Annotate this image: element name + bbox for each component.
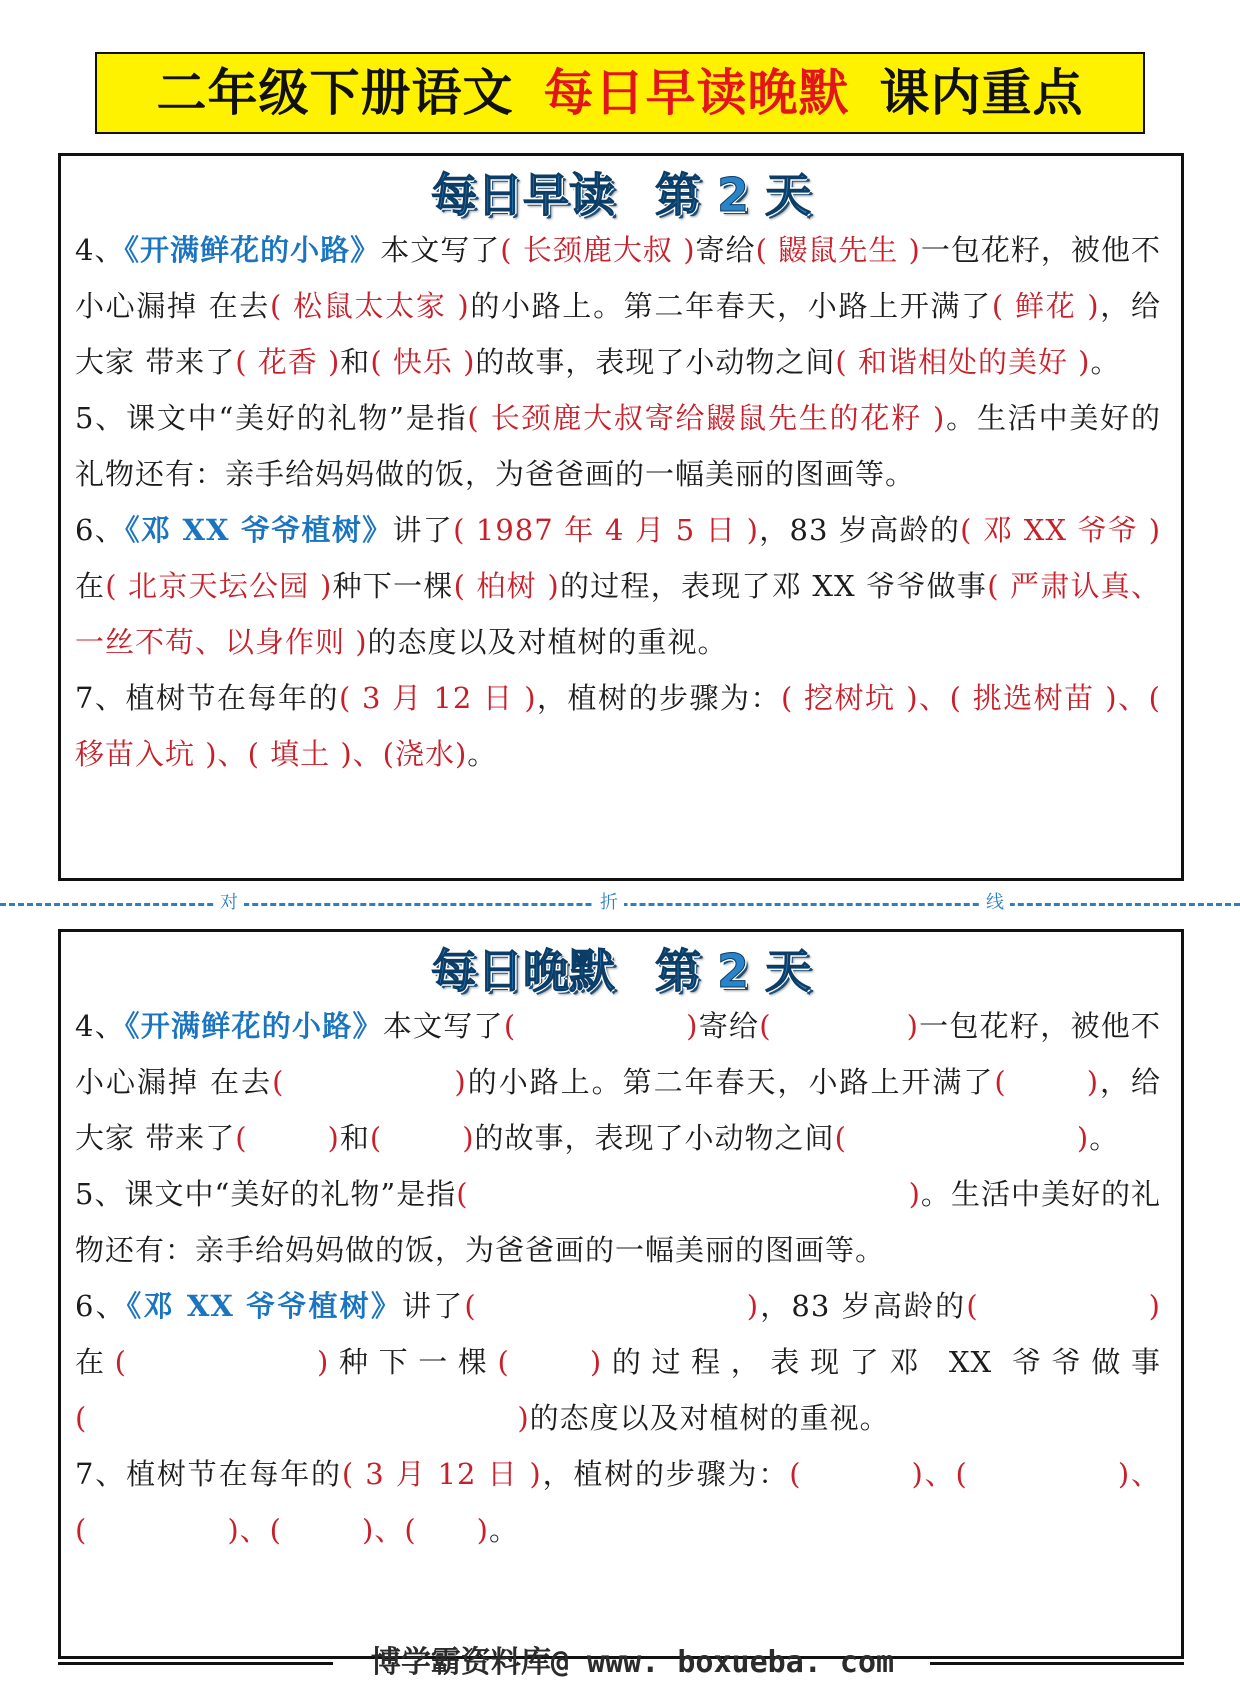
question-text: ，给大家 带来了 [75,289,1161,379]
evening-heading-label: 每日晚默 [430,944,615,998]
morning-body [61,222,1181,782]
question-number: 5、 [75,401,127,435]
question-text: 和 [339,1121,370,1155]
question-text: 在 [75,1345,115,1379]
question-text: 。 [467,737,498,771]
answer: ( 挖树坑 ) [781,681,919,715]
title-part-focus: 课内重点 [879,64,1084,122]
question-text: 寄给 [695,233,756,267]
question-text: 种下一棵 [329,1345,498,1379]
question-text: 的故事，表现了小动物之间 [475,345,836,379]
question-text: 。生活中美好的礼物还有：亲手给妈妈做的饭，为爸爸画的一幅美丽的图画等。 [75,1177,1162,1267]
question-text: 一包花籽，被他不小心漏掉 在去 [75,233,1161,323]
answer-blank: ( ) [75,1513,240,1547]
footer-rule-right [930,1662,1184,1665]
separator: 、 [239,1513,270,1547]
question-text: 的态度以及对植树的重视。 [367,625,728,659]
morning-heading-label: 每日早读 [430,168,615,222]
question-text: 一包花籽，被他不小心漏掉 在去 [75,1009,1161,1099]
answer-blank: ( ) [272,1065,467,1099]
question-text: 植树节在每年的 [125,681,339,715]
answer-blank: ( ) [759,1009,919,1043]
evening-heading-day: 第 2 天 [654,944,812,998]
question-text: 。 [1089,1121,1120,1155]
question-text: 本文写了 [380,233,501,267]
answer: ( 松鼠太太家 ) [269,289,470,323]
question-text: ，83 岁高龄的 [759,1289,967,1323]
question-text: 植树节在每年的 [126,1457,342,1491]
question-text: ，植树的步骤为： [541,1457,790,1491]
answer: ( 邓 XX 爷爷 ) [960,513,1162,547]
answer-blank: ( ) [369,1121,475,1155]
question-number: 4、 [75,233,125,267]
question-number: 5、 [75,1177,125,1211]
answer: ( 3 月 12 日 ) [341,1457,542,1491]
question-text: 种下一棵 [332,569,454,603]
answer: ( 快乐 ) [370,345,476,379]
question-text: 。 [1090,345,1121,379]
footer [0,1638,1240,1688]
question-5 [75,390,1161,502]
question-text: ，83 岁高龄的 [758,513,961,547]
answer-blank: ( ) [269,1513,375,1547]
answer: ( 柏树 ) [453,569,560,603]
separator: 、 [352,737,383,771]
answer: ( 长颈鹿大叔寄给鼹鼠先生的花籽 ) [467,401,946,435]
answer: (浇水) [382,737,468,771]
lesson-title: 《开满鲜花的小路》 [124,233,381,267]
morning-heading [61,168,1181,222]
question-text: 。 [489,1513,520,1547]
answer-blank: ( ) [114,1345,330,1379]
answer-blank: ( ) [789,1457,924,1491]
question-text: 课文中“美好的礼物”是指 [124,1177,457,1211]
question-number: 6、 [75,513,126,547]
question-text: 的小路上。第二年春天，小路上开满了 [466,1065,995,1099]
footer-rule-left [58,1662,333,1665]
evening-heading [61,944,1181,998]
question-text: 的态度以及对植树的重视。 [529,1401,890,1435]
title-part-series: 每日早读晚默 [543,64,850,122]
answer: ( 鲜花 ) [991,289,1100,323]
lesson-title: 《邓 XX 爷爷植树》 [126,1289,403,1323]
answer-blank: ( ) [235,1121,340,1155]
question-7 [75,1446,1161,1558]
question-text: 的故事，表现了小动物之间 [474,1121,835,1155]
question-text: ，植树的步骤为： [536,681,781,715]
answer: ( 填土 ) [247,737,353,771]
answer: ( 鼹鼠先生 ) [755,233,921,267]
question-text: 讲了 [392,513,454,547]
question-number: 4、 [75,1009,125,1043]
question-text: 在 [75,569,106,603]
question-6 [75,1278,1161,1446]
question-text: 寄给 [698,1009,760,1043]
fold-label-3: 线 [980,890,1010,916]
answer: ( 1987 年 4 月 5 日 ) [453,513,759,547]
page-title [95,52,1145,134]
question-number: 6、 [75,1289,127,1323]
question-text: 的过程，表现了邓 XX 爷爷做事 [559,569,988,603]
answer-blank: ( ) [503,1009,699,1043]
answer-blank: ( ) [834,1121,1090,1155]
question-text: 。生活中美好的礼物还有：亲手给妈妈做的饭，为爸爸画的一幅美丽的图画等。 [75,401,1161,491]
answer: ( 花香 ) [235,345,341,379]
separator: 、 [918,681,950,715]
question-number: 7、 [75,681,126,715]
question-6 [75,502,1161,670]
fold-label-1: 对 [214,890,244,916]
lesson-title: 《邓 XX 爷爷植树》 [125,513,393,547]
answer-blank: ( ) [456,1177,921,1211]
answer-blank: ( ) [955,1457,1131,1491]
question-number: 7、 [75,1457,127,1491]
answer: ( 和谐相处的美好 ) [835,345,1091,379]
answer-blank: ( ) [994,1065,1100,1099]
question-text: 的过程，表现了邓 XX 爷爷做事 [602,1345,1161,1379]
question-text: 和 [340,345,371,379]
question-7 [75,670,1161,782]
separator: 、 [923,1457,956,1491]
separator: 、 [374,1513,405,1547]
question-text: 讲了 [402,1289,465,1323]
lesson-title: 《开满鲜花的小路》 [124,1009,383,1043]
answer-blank: ( ) [497,1345,603,1379]
question-4 [75,222,1161,390]
question-text: 课文中“美好的礼物”是指 [126,401,468,435]
answer: ( 严肃认真、一丝不苟、以身作则 ) [75,569,1161,659]
answer: ( 3 月 12 日 ) [338,681,537,715]
evening-body [61,998,1181,1558]
question-text: 本文写了 [382,1009,504,1043]
answer: ( 移苗入坑 ) [75,681,1161,771]
answer-blank: ( ) [75,1401,530,1435]
answer: ( 长颈鹿大叔 ) [500,233,696,267]
question-text: 的小路上。第二年春天，小路上开满了 [469,289,992,323]
separator: 、 [1117,681,1149,715]
separator: 、 [1130,1457,1161,1491]
answer: ( 挑选树苗 ) [949,681,1118,715]
footer-watermark: 博学霸资料库@ www. boxueba. com [370,1645,895,1680]
question-5 [75,1166,1161,1278]
title-part-grade: 二年级下册语文 [156,64,514,122]
question-4 [75,998,1161,1166]
morning-reading-panel [58,153,1184,881]
question-text: ，给大家 带来了 [75,1065,1161,1155]
answer-blank: ( ) [464,1289,760,1323]
answer-blank: ( ) [404,1513,489,1547]
morning-heading-day: 第 2 天 [654,168,812,222]
fold-line [0,894,1240,914]
answer-blank: ( ) [966,1289,1161,1323]
answer: ( 北京天坛公园 ) [105,569,333,603]
evening-dictation-panel [58,929,1184,1659]
separator: 、 [217,737,248,771]
fold-label-2: 折 [594,890,624,916]
